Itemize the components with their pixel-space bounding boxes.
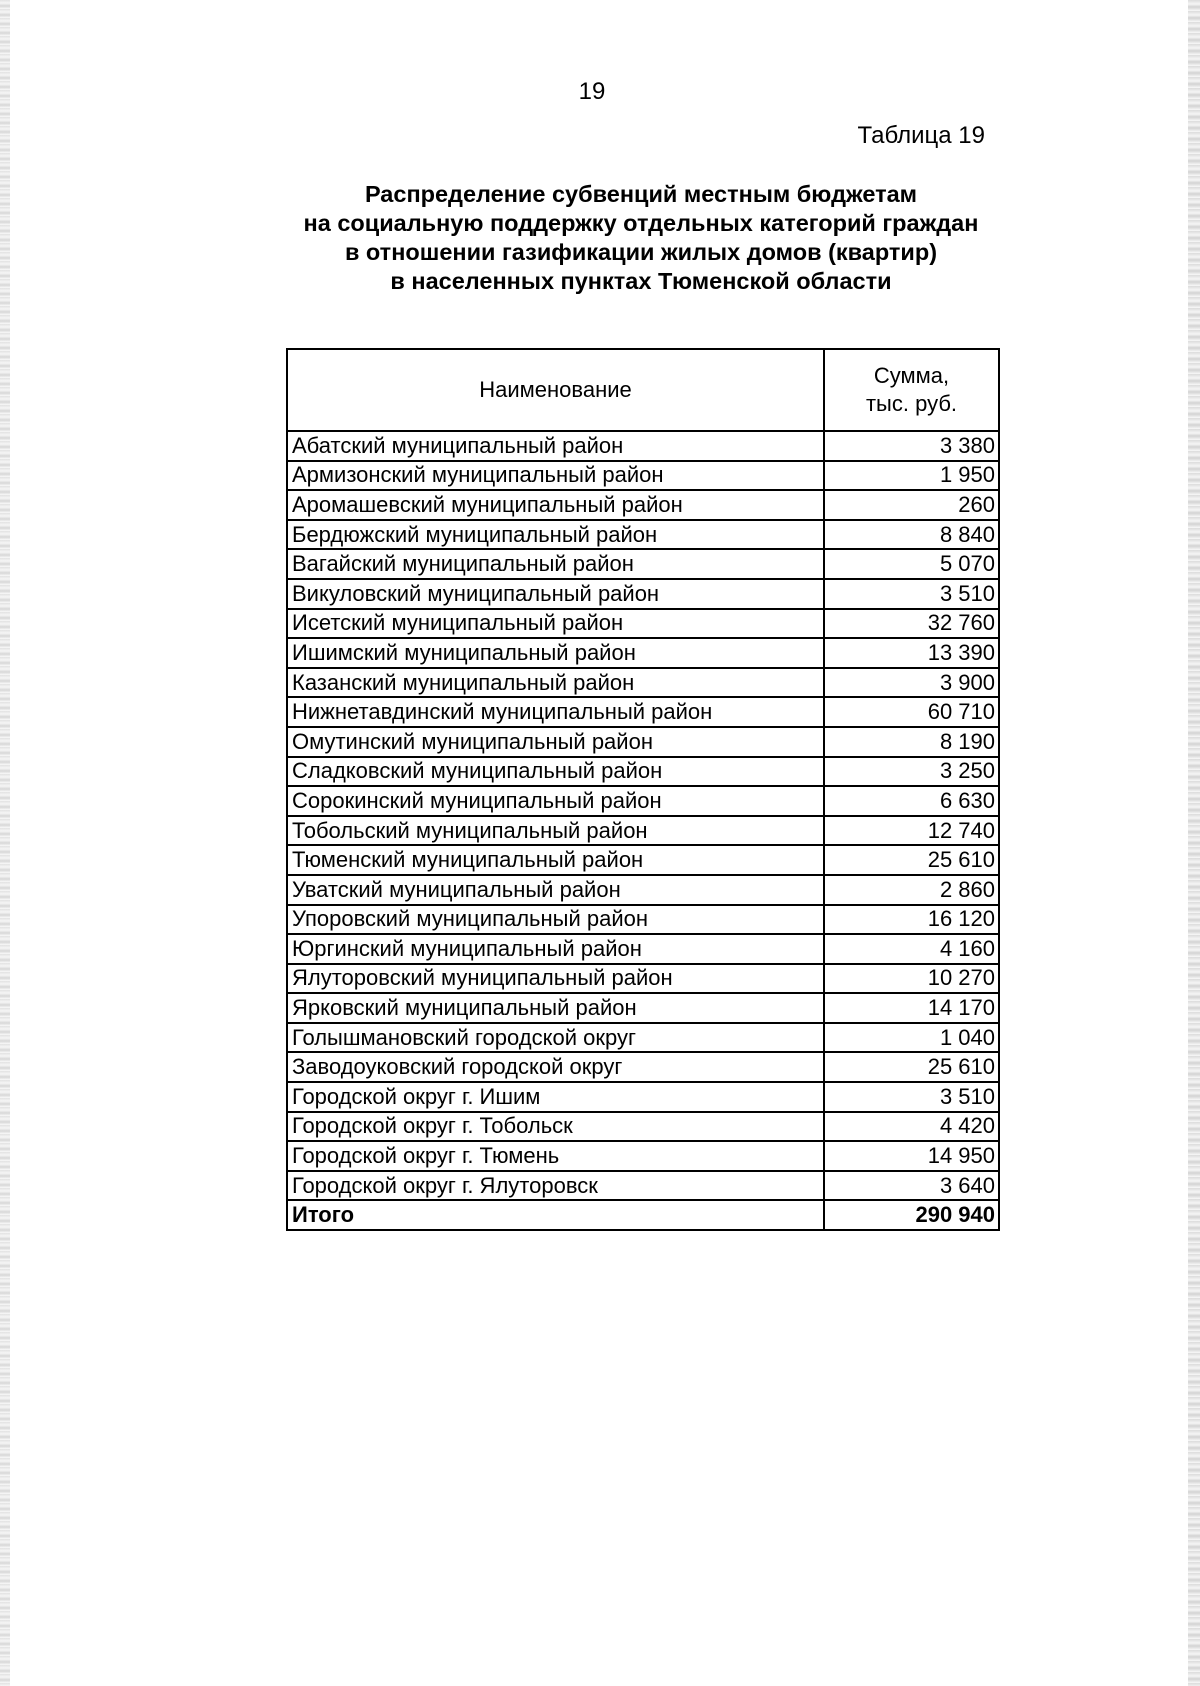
row-name: Казанский муниципальный район xyxy=(287,668,824,698)
table-row xyxy=(287,964,999,994)
row-sum: 3 250 xyxy=(824,757,999,787)
table-row xyxy=(287,609,999,639)
page-number: 19 xyxy=(578,78,606,105)
row-name: Ишимский муниципальный район xyxy=(287,638,824,668)
row-name: Бердюжский муниципальный район xyxy=(287,520,824,550)
row-sum: 3 510 xyxy=(824,579,999,609)
row-sum: 8 840 xyxy=(824,520,999,550)
row-name: Викуловский муниципальный район xyxy=(287,579,824,609)
row-sum: 16 120 xyxy=(824,905,999,935)
row-name: Сорокинский муниципальный район xyxy=(287,786,824,816)
row-name: Городской округ г. Тобольск xyxy=(287,1112,824,1142)
row-sum: 3 900 xyxy=(824,668,999,698)
total-row xyxy=(287,1200,999,1230)
row-sum: 4 160 xyxy=(824,934,999,964)
row-sum: 4 420 xyxy=(824,1112,999,1142)
table-row xyxy=(287,461,999,491)
table-row xyxy=(287,816,999,846)
table-row xyxy=(287,845,999,875)
total-label: Итого xyxy=(287,1200,824,1230)
row-name: Абатский муниципальный район xyxy=(287,431,824,461)
title-line: в населенных пунктах Тюменской области xyxy=(390,268,892,294)
row-sum: 32 760 xyxy=(824,609,999,639)
row-sum: 8 190 xyxy=(824,727,999,757)
row-name: Заводоуковский городской округ xyxy=(287,1052,824,1082)
row-name: Вагайский муниципальный район xyxy=(287,549,824,579)
row-name: Уватский муниципальный район xyxy=(287,875,824,905)
table-row xyxy=(287,520,999,550)
table-row xyxy=(287,1171,999,1201)
row-name: Армизонский муниципальный район xyxy=(287,461,824,491)
row-name: Юргинский муниципальный район xyxy=(287,934,824,964)
row-name: Ялуторовский муниципальный район xyxy=(287,964,824,994)
row-sum: 3 510 xyxy=(824,1082,999,1112)
row-name: Омутинский муниципальный район xyxy=(287,727,824,757)
header-sum xyxy=(824,349,999,431)
table-row xyxy=(287,579,999,609)
row-sum: 13 390 xyxy=(824,638,999,668)
row-name: Исетский муниципальный район xyxy=(287,609,824,639)
row-sum: 12 740 xyxy=(824,816,999,846)
table-row xyxy=(287,668,999,698)
row-name: Упоровский муниципальный район xyxy=(287,905,824,935)
header-sum-line2: тыс. руб. xyxy=(865,391,958,416)
row-sum: 14 170 xyxy=(824,993,999,1023)
title-line: в отношении газификации жилых домов (квартир) xyxy=(344,239,938,265)
total-sum: 290 940 xyxy=(824,1200,999,1230)
title-line: на социальную поддержку отдельных категорий граждан xyxy=(303,210,979,236)
table-row xyxy=(287,727,999,757)
row-sum: 3 380 xyxy=(824,431,999,461)
title-line: Распределение субвенций местным бюджетам xyxy=(364,181,918,207)
table-row xyxy=(287,490,999,520)
row-sum: 1 950 xyxy=(824,461,999,491)
table-row xyxy=(287,549,999,579)
table-row xyxy=(287,905,999,935)
row-name: Городской округ г. Ишим xyxy=(287,1082,824,1112)
row-sum: 25 610 xyxy=(824,1052,999,1082)
row-sum: 60 710 xyxy=(824,697,999,727)
table-row xyxy=(287,757,999,787)
table-row xyxy=(287,1052,999,1082)
row-name: Голышмановский городской округ xyxy=(287,1023,824,1053)
row-sum: 14 950 xyxy=(824,1141,999,1171)
table-caption: Таблица 19 xyxy=(857,122,985,149)
row-name: Сладковский муниципальный район xyxy=(287,757,824,787)
row-name: Городской округ г. Тюмень xyxy=(287,1141,824,1171)
row-name: Тюменский муниципальный район xyxy=(287,845,824,875)
row-sum: 1 040 xyxy=(824,1023,999,1053)
row-sum: 25 610 xyxy=(824,845,999,875)
header-name: Наименование xyxy=(287,349,824,431)
header-sum-line1: Сумма, xyxy=(873,363,950,388)
subvention-table xyxy=(286,348,1000,1231)
table-row xyxy=(287,786,999,816)
table-body xyxy=(287,431,999,1230)
document-title xyxy=(240,180,1042,296)
row-sum: 3 640 xyxy=(824,1171,999,1201)
table-row xyxy=(287,638,999,668)
table-header-row xyxy=(287,349,999,431)
table-row xyxy=(287,875,999,905)
row-sum: 260 xyxy=(824,490,999,520)
scan-edge-left xyxy=(0,0,10,1686)
table-row xyxy=(287,1023,999,1053)
row-sum: 5 070 xyxy=(824,549,999,579)
table-row xyxy=(287,993,999,1023)
table-row xyxy=(287,1112,999,1142)
table-row xyxy=(287,697,999,727)
row-name: Ярковский муниципальный район xyxy=(287,993,824,1023)
table-row xyxy=(287,1141,999,1171)
row-name: Городской округ г. Ялуторовск xyxy=(287,1171,824,1201)
row-name: Тобольский муниципальный район xyxy=(287,816,824,846)
row-name: Нижнетавдинский муниципальный район xyxy=(287,697,824,727)
table-row xyxy=(287,1082,999,1112)
row-sum: 2 860 xyxy=(824,875,999,905)
row-name: Аромашевский муниципальный район xyxy=(287,490,824,520)
table-row xyxy=(287,934,999,964)
row-sum: 6 630 xyxy=(824,786,999,816)
scan-edge-right xyxy=(1188,0,1200,1686)
row-sum: 10 270 xyxy=(824,964,999,994)
table-row xyxy=(287,431,999,461)
